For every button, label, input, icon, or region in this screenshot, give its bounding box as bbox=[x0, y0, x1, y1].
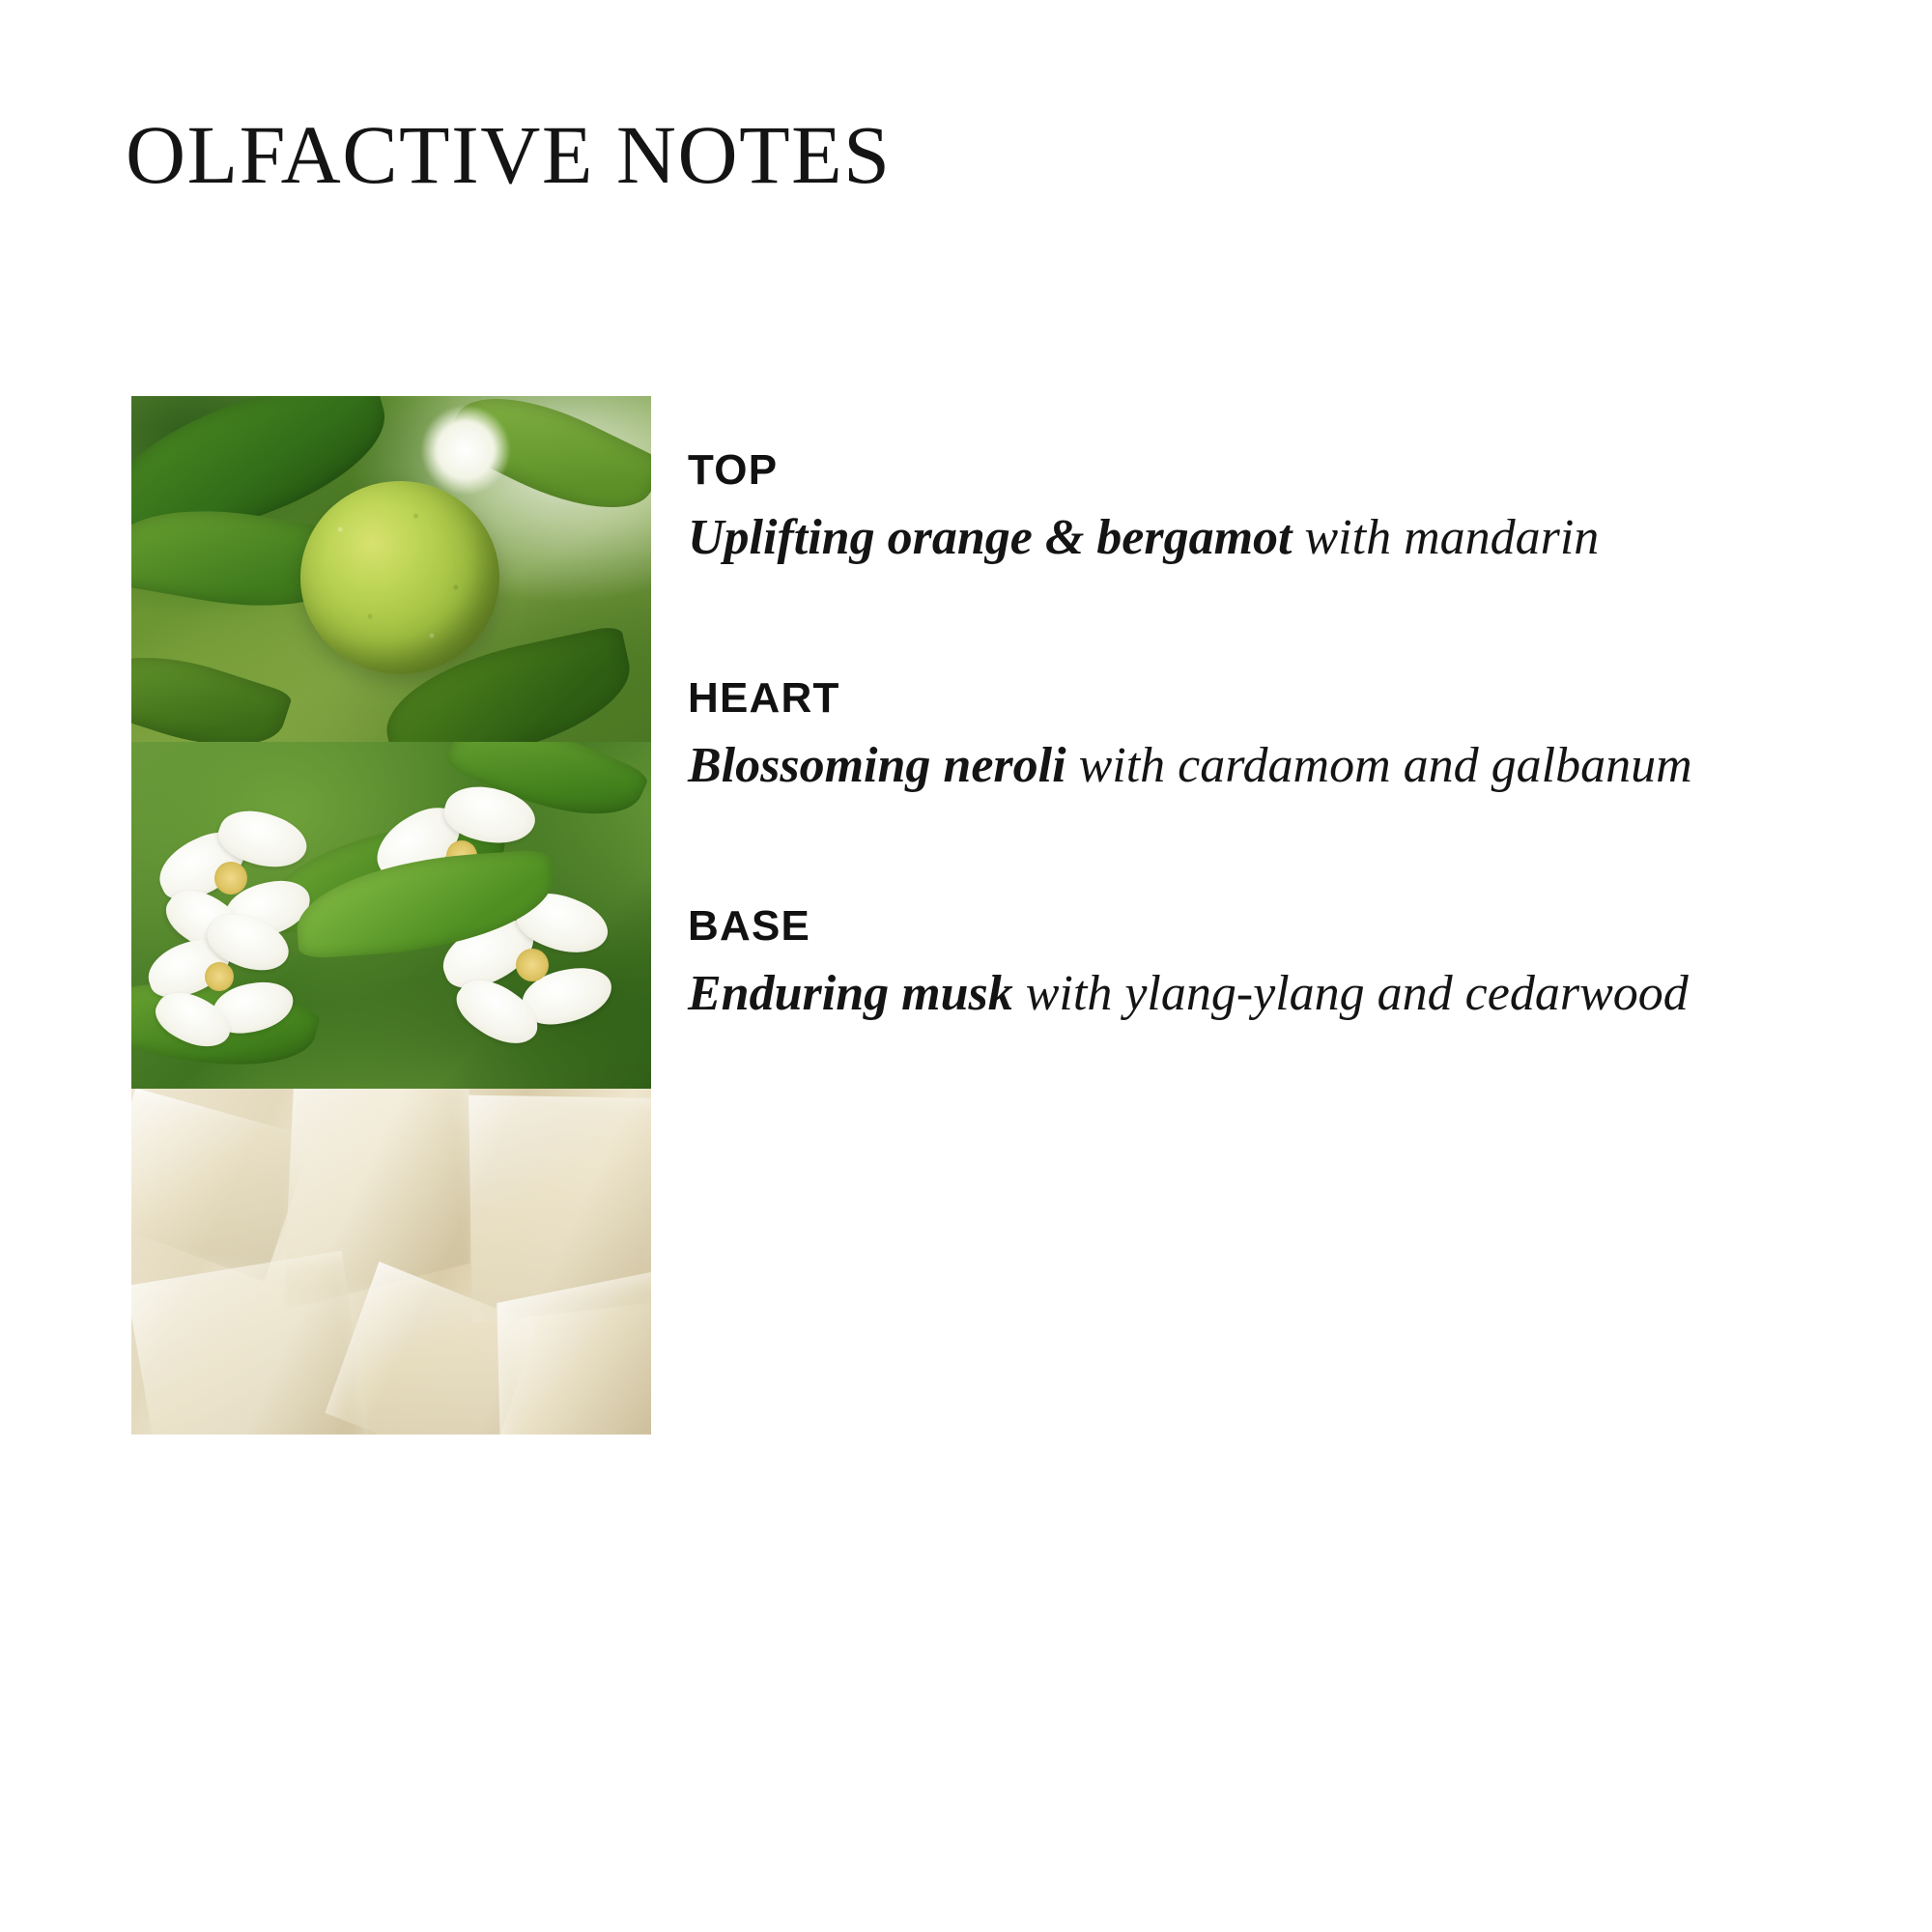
note-description-heart bbox=[688, 734, 1779, 798]
blossom-shape bbox=[421, 406, 510, 495]
note-rest-top: with mandarin bbox=[1292, 510, 1600, 565]
resin-crystals-image bbox=[131, 1089, 651, 1435]
olfactive-notes-list bbox=[688, 446, 1779, 1026]
note-emphasis-base: Enduring musk bbox=[688, 966, 1013, 1022]
note-label-top: TOP bbox=[688, 446, 779, 494]
note-block-base bbox=[688, 902, 1779, 1026]
ingredient-image-stack bbox=[131, 396, 651, 1435]
note-block-heart bbox=[688, 674, 1779, 798]
leaf-shape bbox=[131, 635, 293, 742]
note-label-base: BASE bbox=[688, 902, 811, 951]
note-block-top bbox=[688, 446, 1779, 570]
note-description-base bbox=[688, 962, 1779, 1026]
note-description-top bbox=[688, 506, 1779, 570]
blossom-shape bbox=[147, 906, 311, 1070]
note-rest-heart: with cardamom and galbanum bbox=[1065, 738, 1692, 794]
note-label-heart: HEART bbox=[688, 674, 840, 723]
citrus-fruit-shape bbox=[300, 481, 499, 674]
page-title: OLFACTIVE NOTES bbox=[126, 108, 892, 201]
note-emphasis-top: Uplifting orange & bergamot bbox=[688, 510, 1293, 565]
note-rest-base: with ylang-ylang and cedarwood bbox=[1012, 966, 1689, 1022]
citrus-fruit-image bbox=[131, 396, 651, 742]
note-emphasis-heart: Blossoming neroli bbox=[688, 738, 1066, 794]
orange-blossom-image bbox=[131, 742, 651, 1088]
